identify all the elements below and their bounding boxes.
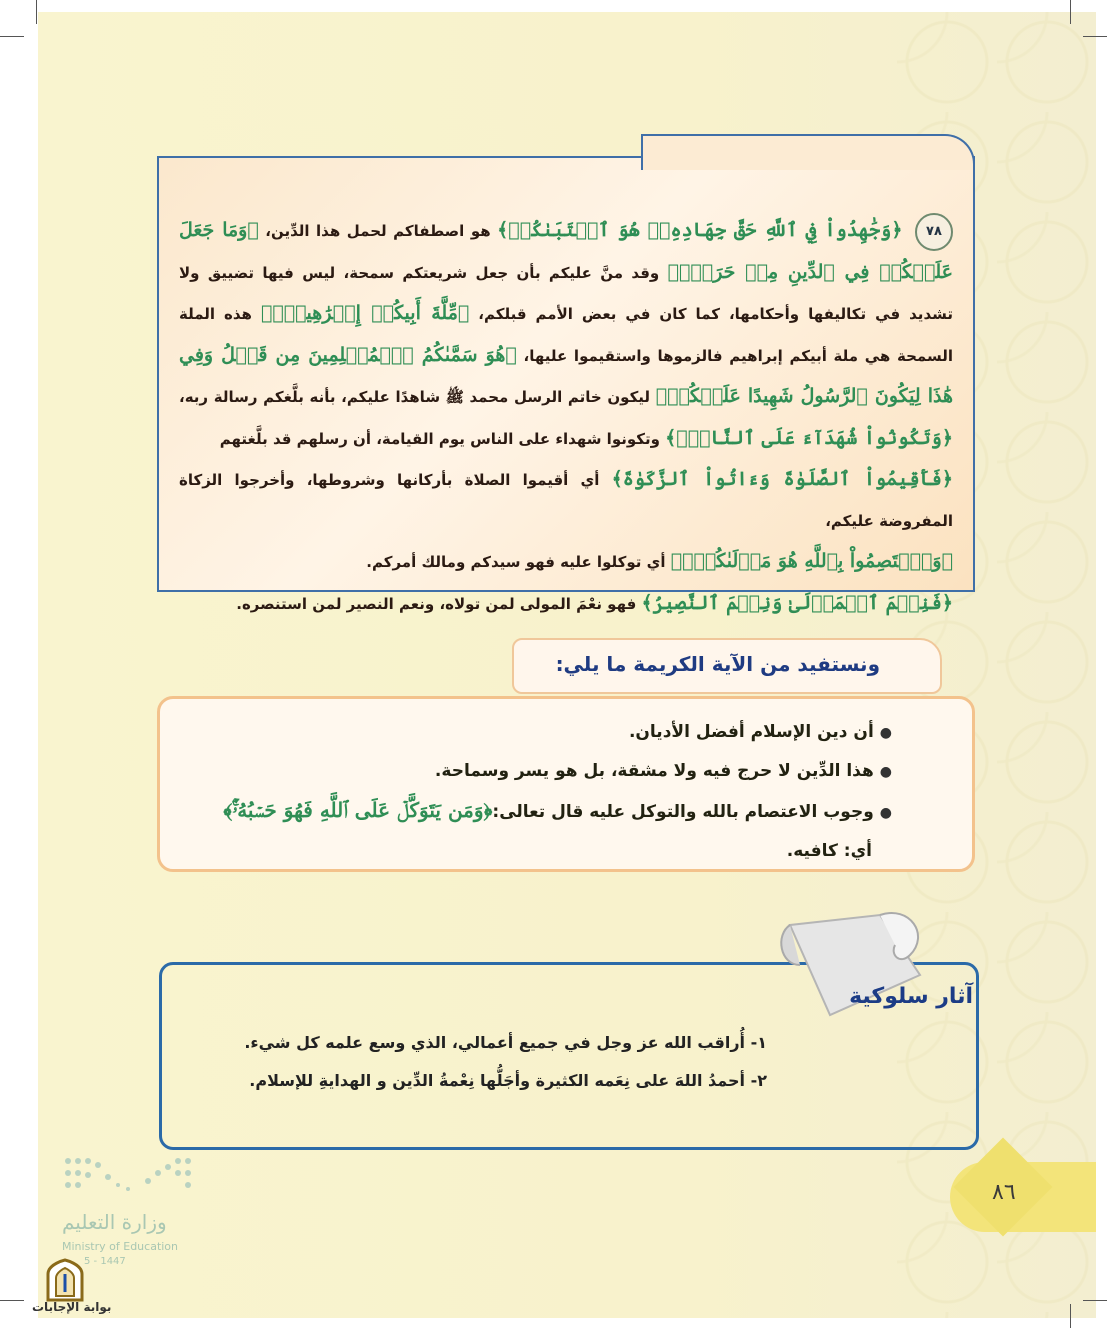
list-item: ٢- أحمدُ اللهَ على نِعَمه الكثيرة وأجَلُّها نِعْمةُ الدِّين و الهدايةِ للإسلام. [249,1071,767,1090]
effects-title: آثار سلوكية [849,984,973,1009]
explanation-text: فهو نعْمَ المولى لمن تولاه، ونعم النصير لمن استنصره. [236,594,642,613]
crop-mark [1070,1304,1071,1328]
list-item-note: أي: كافيه. [786,841,872,861]
page-number: ٨٦ [992,1180,1016,1205]
benefits-header [512,638,942,694]
crop-mark [1083,1300,1107,1301]
explanation-text: وتكونوا شهداء على الناس يوم القيامة، أن رسلهم قد بلَّغتهم [219,429,666,448]
benefits-box [157,696,975,872]
explanation-text: أي أقيموا الصلاة بأركانها وشروطها، وأخرجوا الزكاة المفروضة عليكم، [179,471,953,530]
answers-portal-label: بوابة الإجابات [32,1300,112,1314]
explanation-text: هو اصطفاكم لحمل هذا الدِّين، [258,222,498,240]
explanation-text: وقد منَّ عليكم بأن جعل شريعتكم سمحة، ليس فيها تضييق ولا تشديد في تكاليفها وأحكامها، كما كان في بعض الأمم قبلكم، [179,263,953,323]
benefits-title: ونستفيد من الآية الكريمة ما يلي: [555,652,880,676]
effects-list [244,1024,767,1100]
verse-line [179,541,953,583]
verse-number-icon: ٧٨ [915,213,953,251]
verse-line [179,459,953,541]
verse-explanation [179,210,953,624]
crop-mark [1070,0,1071,24]
verse-scroll-box [157,156,975,614]
ministry-name-ar: وزارة التعليم [62,1210,167,1234]
bullet-icon: ● [879,725,892,741]
ministry-name-en: Ministry of Education [62,1240,179,1253]
quran-verse: ﴿وَمَا جَعَلَ عَلَيۡكُمۡ فِي ٱلدِّينِ مِنۡ حَرَجٖۚ﴾ [179,219,953,283]
quran-verse: ﴿فَنِعۡمَ ٱلۡمَوۡلَىٰ وَنِعۡمَ ٱلنَّصِيرُ﴾ [641,591,953,614]
crop-mark [0,36,24,37]
ministry-year: 5 - 1447 [84,1256,126,1267]
quran-verse: ﴿هُوَ سَمَّىٰكُمُ ٱلۡمُسۡلِمِينَ مِن قَبۡلُ وَفِي هَٰذَا لِيَكُونَ ٱلرَّسُولُ شَهِيدًا عَلَيۡكُمۡ﴾ [179,343,953,407]
list-item: ●أن دين الإسلام أفضل الأديان. [628,722,892,742]
bullet-icon: ● [879,805,892,821]
quran-verse: ﴿فَأَقِيمُواْ ٱلصَّلَوٰةَ وَءَاتُواْ ٱلزَّكَوٰةَ﴾ [611,468,953,490]
benefits-list [220,713,892,870]
quran-verse: ﴿مِّلَّةَ أَبِيكُمۡ إِبۡرَٰهِيمَۚ﴾ [260,302,470,324]
quran-verse: ﴿وَٱعۡتَصِمُواْ بِٱللَّهِ هُوَ مَوۡلَىٰكُمۡۖ﴾ [670,550,953,572]
quran-verse: ﴿وَجَٰهِدُواْ فِي ٱللَّهِ حَقَّ جِهَادِهِۦۚ هُوَ ٱجۡتَبَىٰكُمۡ﴾ [497,219,903,241]
answers-portal-icon [44,1258,86,1302]
crop-mark [0,1300,24,1301]
explanation-text: أي توكلوا عليه فهو سيدكم ومالك أمركم. [366,553,671,571]
bullet-icon: ● [879,764,892,780]
list-item: ١- أُراقب الله عز وجل في جميع أعمالي، الذي وسع علمه كل شيء. [244,1033,767,1052]
crop-mark [1083,36,1107,37]
quran-verse: ﴿وَتَكُونُواْ شُهَدَآءَ عَلَى ٱلنَّاسِۚ﴾ [665,426,953,449]
quran-verse: ﴿وَمَن يَتَوَكَّلۡ عَلَى ٱللَّهِ فَهُوَ حَسۡبُهُۥٓۚ﴾ [223,798,493,822]
verse-line [179,583,953,625]
explanation-text: ليكون خاتم الرسل محمد ﷺ شاهدًا عليكم، بأنه بلَّغكم رسالة ربه، [179,388,656,406]
crop-mark [36,0,37,24]
ministry-logo-icon [62,1155,198,1199]
list-item: ●هذا الدِّين لا حرج فيه ولا مشقة، بل هو يسر وسماحة. [434,761,892,781]
explanation-text: هذه الملة السمحة هي ملة أبيكم إبراهيم فالزموها واستقيموا عليها، [179,305,953,365]
list-item: ●وجوب الاعتصام بالله والتوكل عليه قال تعالى:﴿وَمَن يَتَوَكَّلۡ عَلَى ٱللَّهِ فَهُوَ حَسۡبُهُۥٓۚ﴾ [223,798,892,822]
